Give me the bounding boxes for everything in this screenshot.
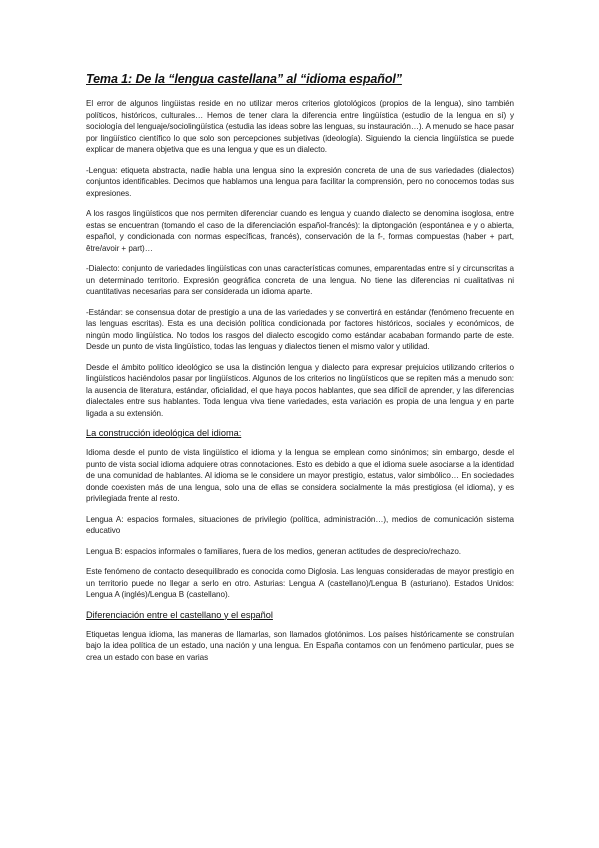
paragraph: El error de algunos lingüistas reside en no utilizar meros criterios glotológicos (propios de la lengua), sino también políticos, históricos, culturales… Hemos de tener clara la diferencia entre lingüística (estudio de la lengua en sí) y sociología del lenguaje/sociolingüística (estudia las ideas sobre las lenguas, su instauración…). A menudo se hace pasar por lingüístico científico lo que solo son percepciones subjetivas (ideología). Siguiendo la ciencia lingüística se puede explicar de manera objetiva que es una lengua y que es un dialecto. xyxy=(86,99,514,154)
paragraph: Lengua A: espacios formales, situaciones de privilegio (política, administración…), medios de comunicación sistema educativo xyxy=(86,514,514,535)
paragraph: -Dialecto: conjunto de variedades lingüísticas con unas características comunes, emparentadas entre sí y circunscritas a un determinado territorio. Expresión geográfica concreta de una lengua. No tiene las diferencias ni cualitativas ni cuantitativas necesarias para ser considerada un idioma aparte. xyxy=(86,264,514,296)
paragraph: Idioma desde el punto de vista lingüístico el idioma y la lengua se emplean como sinónimos; sin embargo, desde el punto de vista social idioma adquiere otras connotaciones. Esto es debido a que el idioma suele asociarse a la identidad de una comunidad de hablantes. Al idioma se le considere un mayor prestigio, estatus, valor simbólico… En sociedades donde coexisten más de una lengua, solo una de ellas se considera socialmente la más prestigiosa (el idioma), y es privilegiada frente al resto. xyxy=(86,448,514,503)
paragraph: Desde el ámbito político ideológico se usa la distinción lengua y dialecto para expresar prejuicios utilizando criterios o lingüísticos haciéndolos pasar por lingüísticos. Algunos de los criterios no lingüísticos que se repiten más a menudo son: la ausencia de literatura, estándar, oficialidad, el que haya pocos hablantes, que sea difícil de aprender, y las diferencias dialectales entre sus hablantes. Toda lengua viva tiene variedades, esta variación es propia de una lengua y en parte ligada a su extensión. xyxy=(86,362,514,418)
document-body xyxy=(86,72,514,672)
section-heading: La construcción ideológica del idioma: xyxy=(86,428,242,438)
paragraph: -Lengua: etiqueta abstracta, nadie habla una lengua sino la expresión concreta de una de sus variedades (dialectos) conjuntos identificables. Decimos que hablamos una lengua para facilitar la comprensión, pero no conocemos todas sus expresiones. xyxy=(86,165,514,198)
section-heading: Diferenciación entre el castellano y el español xyxy=(86,609,273,620)
paragraph: Este fenómeno de contacto desequilibrado es conocida como Diglosia. Las lenguas consideradas de mayor prestigio en un territorio puede no llegar a serlo en otro. Asturias: Lengua A (castellano)/Lengua B (asturiano). Estados Unidos: Lengua A (inglés)/Lengua B (castellano). xyxy=(86,567,514,599)
page-title: Tema 1: De la “lengua castellana” al “idioma español” xyxy=(86,72,402,86)
paragraph: Etiquetas lengua idioma, las maneras de llamarlas, son llamados glotónimos. Los países históricamente se construían bajo la idea política de un estado, una nación y una lengua. En España contamos con un fenómeno particular, pues se crea un estado con base en varias xyxy=(86,629,514,662)
paragraph: -Estándar: se consensua dotar de prestigio a una de las variedades y se convertirá en estándar (fenómeno frecuente en las lenguas escritas). Esta es una decisión política condicionada por factores históricos, sociales y económicos, de ningún modo lingüística. No todos los rasgos del dialecto escogido como estándar acababan formando parte de este. Desde un punto de vista lingüístico, todas las lenguas y dialectos tienen el mismo valor y utilidad. xyxy=(86,307,514,351)
paragraph: Lengua B: espacios informales o familiares, fuera de los medios, generan actitudes de desprecio/rechazo. xyxy=(86,546,461,556)
paragraph: A los rasgos lingüísticos que nos permiten diferenciar cuando es lengua y cuando dialecto se denomina isoglosa, entre estas se encuentran (tomando el caso de la diferenciación español-francés): la diptongación (espontánea e y o abierta, español, y condicionada con normas específicas, francés), conservación de la f-, formas compuestas (haber + part, être/avoir + part)… xyxy=(86,209,514,253)
